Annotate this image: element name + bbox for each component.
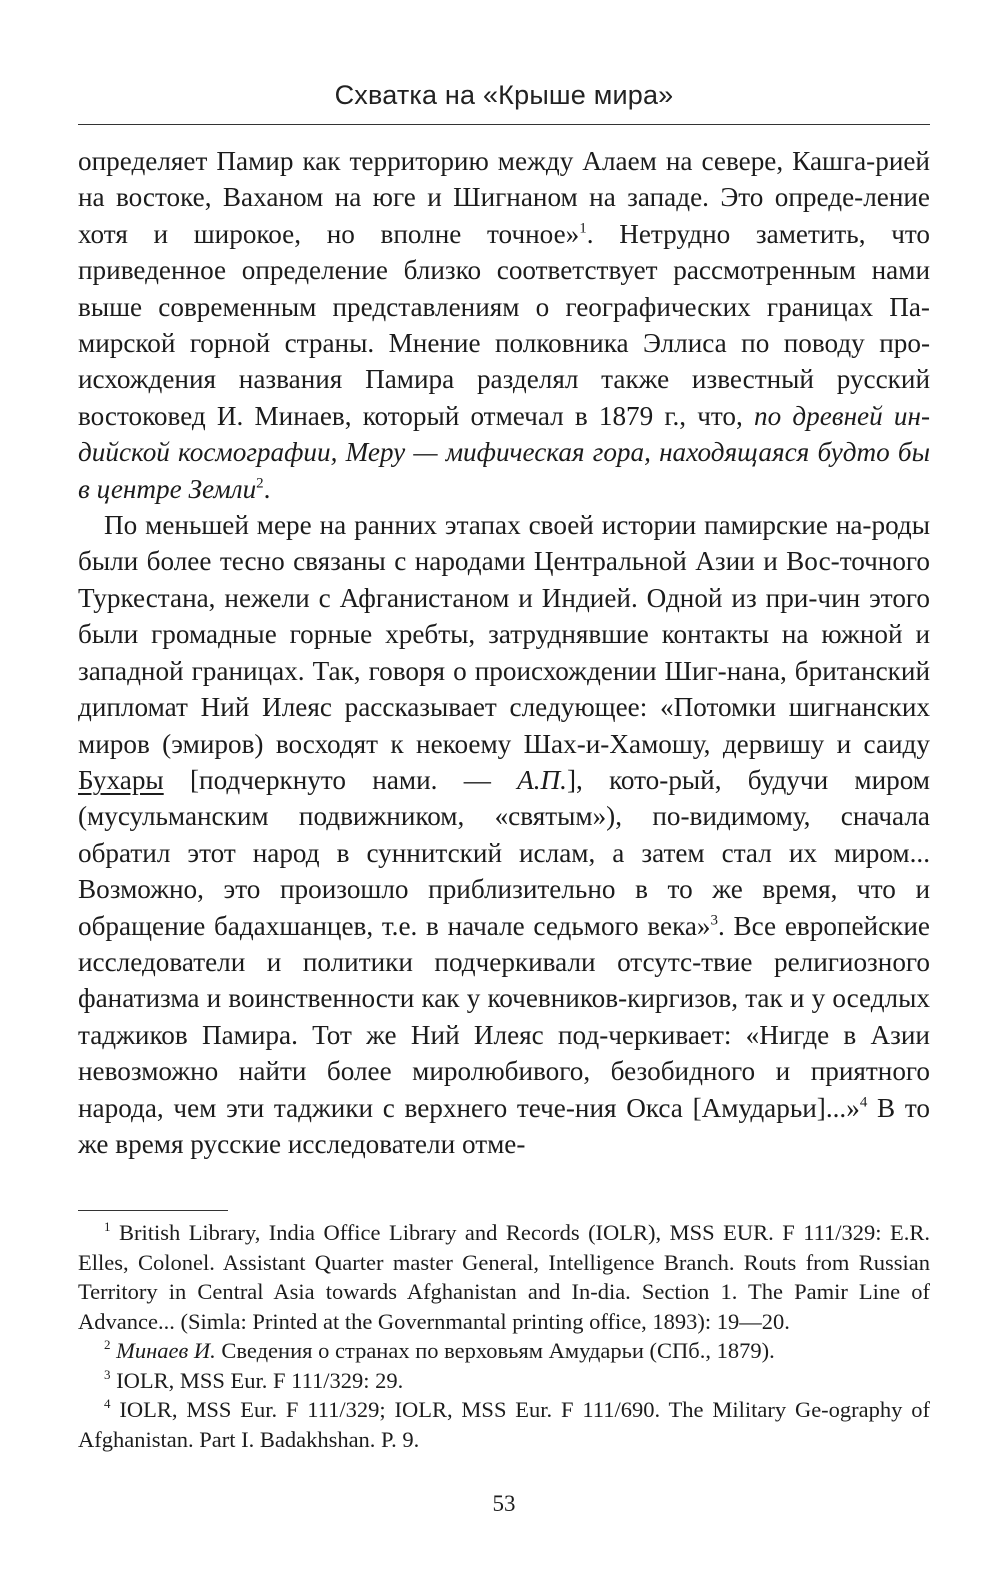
header-rule <box>78 124 930 125</box>
paragraph-2-text-d: . Все европейские исследователи и политики подчеркивали отсутс-твие религиозного фанатизма и воинственности как у кочевников-киргизов, так и у оседлых таджиков Памира. Тот же Ний Илеяс под-черкивает: «Нигде в Азии невозможно найти более миролюбивого, безобидного и приятного народа, чем эти таджики с верхнего тече-ния Окса [Амударьи]...» <box>78 910 930 1123</box>
book-page <box>78 0 930 1590</box>
footnote-ref-3[interactable]: 3 <box>710 912 719 929</box>
paragraph-2-text-a: По меньшей мере на ранних этапах своей истории памирские на-роды были более тесно связаны с народами Центральной Азии и Вос-точного Туркестана, нежели с Афганистаном и Индией. Одной из при-чин этого были громадные горные хребты, затруднявшие контакты на южной и западной границах. Так, говоря о происхождении Шиг-нана, британский дипломат Ний Илеяс рассказывает следующее: «Потомки шигнанских миров (эмиров) восходят к некоему Шах-и-Хамошу, дервишу и саиду <box>78 510 930 759</box>
footnotes <box>78 1218 930 1454</box>
footnote-2 <box>78 1336 930 1366</box>
footnote-1-text: British Library, India Office Library and Records (IOLR), MSS EUR. F 111/329: E.R. Elles, Colonel. Assistant Quarter master General, Intelligence Branch. Routs from Russian Territory in Central Asia towards Afghanistan and In-dia. Section 1. The Pamir Line of Advance... (Simla: Printed at the Governmantal printing office, 1893): 19—20. <box>78 1220 930 1334</box>
paragraph-1-text-b: . Нетрудно заметить, что приведенное определение близко соответствует рассмотренным нами выше современным представлениям о географических границах Па-мирской горной страны. Мнение полковника Эллиса по поводу про-исхождения названия Памира разделял также известный русский востоковед И. Минаев, который отмечал в 1879 г., что, <box>78 218 930 431</box>
paragraph-1-end: . <box>263 473 271 504</box>
paragraph-2-text-b: [подчеркнуто нами. — <box>163 764 518 795</box>
footnote-4 <box>78 1395 930 1454</box>
footnote-2-author: Минаев И. <box>116 1338 216 1363</box>
paragraph-1-text-a: определяет Памир как территорию между Алаем на севере, Кашга-рией на востоке, Ваханом на юге и Шигнаном на западе. Это опреде-ление хотя и широкое, но вполне точное» <box>78 146 930 249</box>
footnote-ref-4[interactable]: 4 <box>859 1094 868 1111</box>
footnote-mark-2: 2 <box>104 1336 111 1352</box>
author-initials: А.П. <box>517 764 567 795</box>
main-text <box>78 143 930 1162</box>
paragraph-1-italic-quote: по древней ин-дийской космографии, Меру — мифическая гора, находящаяся будто бы в центре Земли <box>78 400 931 504</box>
paragraph-2-text-c: ], кото-рый, будучи миром (мусульманским подвижником, «святым»), по-видимому, сначала обратил этот народ в суннитский ислам, а затем стал их миром... Возможно, это произошло приблизительно в то же время, что и обращение бадахшанцев, т.е. в начале седьмого века» <box>78 764 930 941</box>
footnote-rule <box>78 1210 228 1211</box>
running-title: Схватка на «Крыше мира» <box>334 80 674 110</box>
footnote-mark-4: 4 <box>104 1395 111 1411</box>
footnote-4-text: IOLR, MSS Eur. F 111/329; IOLR, MSS Eur. F 111/690. The Military Ge-ography of Afghanistan. Part I. Badakhshan. P. 9. <box>78 1397 930 1452</box>
paragraph-1 <box>78 143 930 507</box>
footnote-3-text: IOLR, MSS Eur. F 111/329: 29. <box>110 1367 404 1393</box>
footnote-1 <box>78 1218 930 1336</box>
footnote-3 <box>78 1366 930 1396</box>
footnote-ref-1[interactable]: 1 <box>579 220 587 237</box>
underlined-word: Бухары <box>78 764 164 795</box>
footnote-mark-1: 1 <box>104 1218 111 1234</box>
footnote-mark-3: 3 <box>104 1366 111 1382</box>
paragraph-2 <box>78 507 930 1162</box>
footnote-2-text: Сведения о странах по верховьям Амударьи (СПб., 1879). <box>215 1338 775 1363</box>
paragraph-2-text-e: В то же время русские исследователи отме- <box>78 1092 930 1159</box>
footnote-ref-2[interactable]: 2 <box>256 475 264 492</box>
page-number: 53 <box>492 1491 516 1516</box>
